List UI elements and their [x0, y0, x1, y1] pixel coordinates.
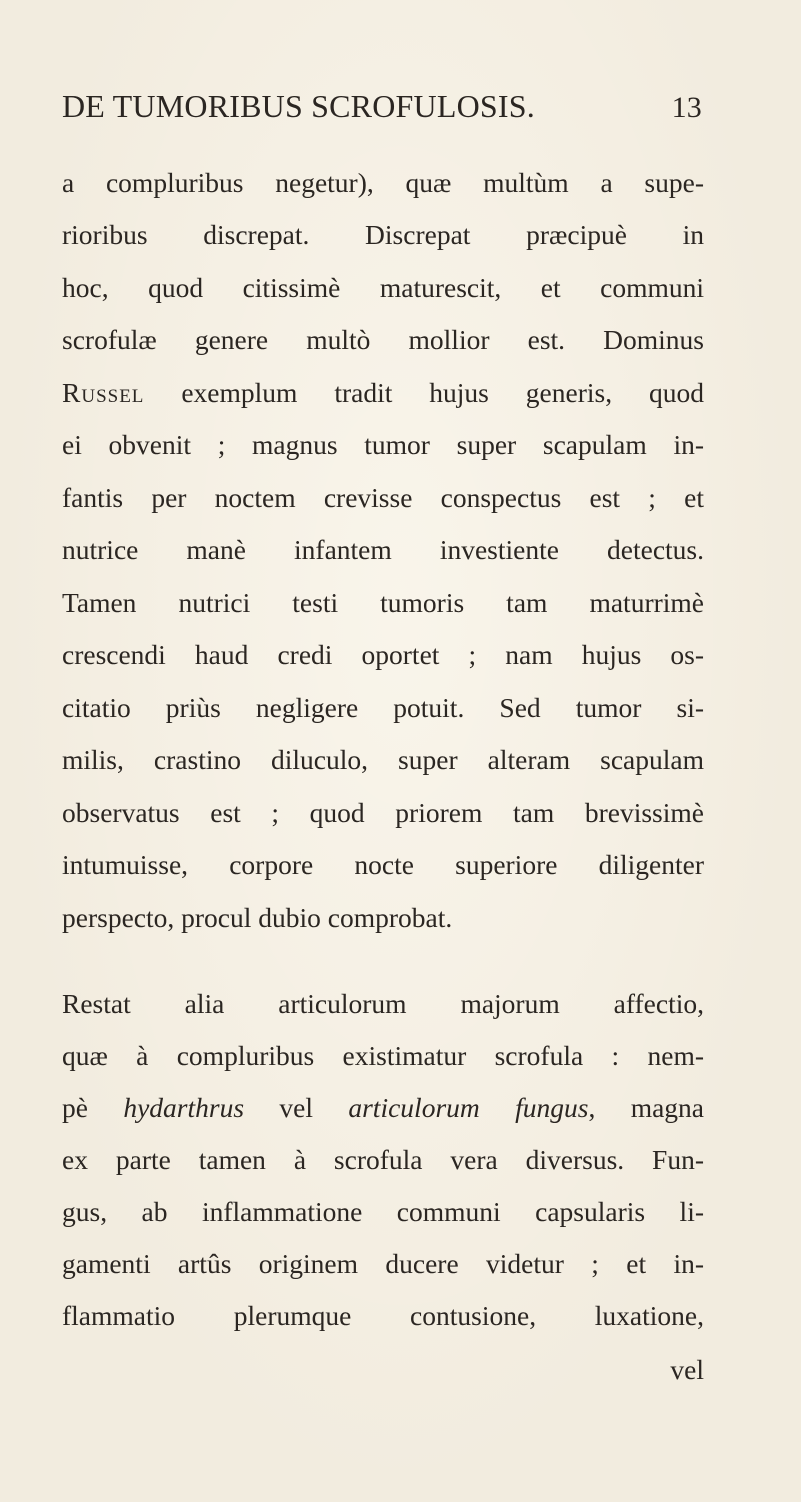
- text-line: scrofulæ genere multò mollior est. Dominus: [62, 324, 704, 355]
- text-line: nutrice manè infantem investiente detectus.: [62, 534, 704, 565]
- text-line: quæ à compluribus existimatur scrofula : nem-: [62, 1040, 704, 1071]
- text-fragment: vel: [244, 1092, 349, 1123]
- text-line: [62, 1088, 704, 1128]
- text-line: gamenti artûs originem ducere videtur ; et in-: [62, 1248, 704, 1279]
- italic-term-articulorum-fungus: articulorum fungus: [348, 1092, 589, 1123]
- text-line: a compluribus negetur), quæ multùm a supe-: [62, 167, 704, 198]
- running-head: [62, 84, 702, 128]
- text-line: rioribus discrepat. Discrepat præcipuè in: [62, 219, 704, 250]
- text-line: Restat alia articulorum majorum affectio,: [62, 988, 704, 1019]
- text-line: ei obvenit ; magnus tumor super scapulam in-: [62, 429, 704, 460]
- text-line: hoc, quod citissimè maturescit, et communi: [62, 272, 704, 303]
- author-name-russel: Russel: [62, 377, 145, 408]
- page-number: 13: [671, 91, 702, 124]
- text-fragment: pè: [62, 1092, 124, 1123]
- text-line: perspecto, procul dubio comprobat.: [62, 902, 453, 933]
- text-line: flammatio plerumque contusione, luxatione,: [62, 1300, 704, 1331]
- text-fragment: , magna: [588, 1092, 704, 1123]
- text-line: citatio priùs negligere potuit. Sed tumor si-: [62, 692, 704, 723]
- text-line: fantis per noctem crevisse conspectus est ; et: [62, 482, 704, 513]
- text-fragment: exemplum tradit hujus generis, quod: [144, 377, 704, 408]
- text-line: Tamen nutrici testi tumoris tam maturrimè: [62, 587, 704, 618]
- text-line: crescendi haud credi oportet ; nam hujus os-: [62, 639, 704, 670]
- text-line: milis, crastino diluculo, super alteram scapulam: [62, 744, 704, 775]
- text-line: ex parte tamen à scrofula vera diversus. Fun-: [62, 1144, 704, 1175]
- catchword: vel: [670, 1354, 704, 1385]
- text-line: intumuisse, corpore nocte superiore diligenter: [62, 849, 704, 880]
- running-head-title: DE TUMORIBUS SCROFULOSIS.: [62, 88, 535, 124]
- italic-term-hydarthrus: hydarthrus: [123, 1092, 245, 1123]
- text-line: [62, 373, 704, 413]
- text-line: gus, ab inflammatione communi capsularis li-: [62, 1196, 704, 1227]
- text-line: observatus est ; quod priorem tam brevissimè: [62, 797, 704, 828]
